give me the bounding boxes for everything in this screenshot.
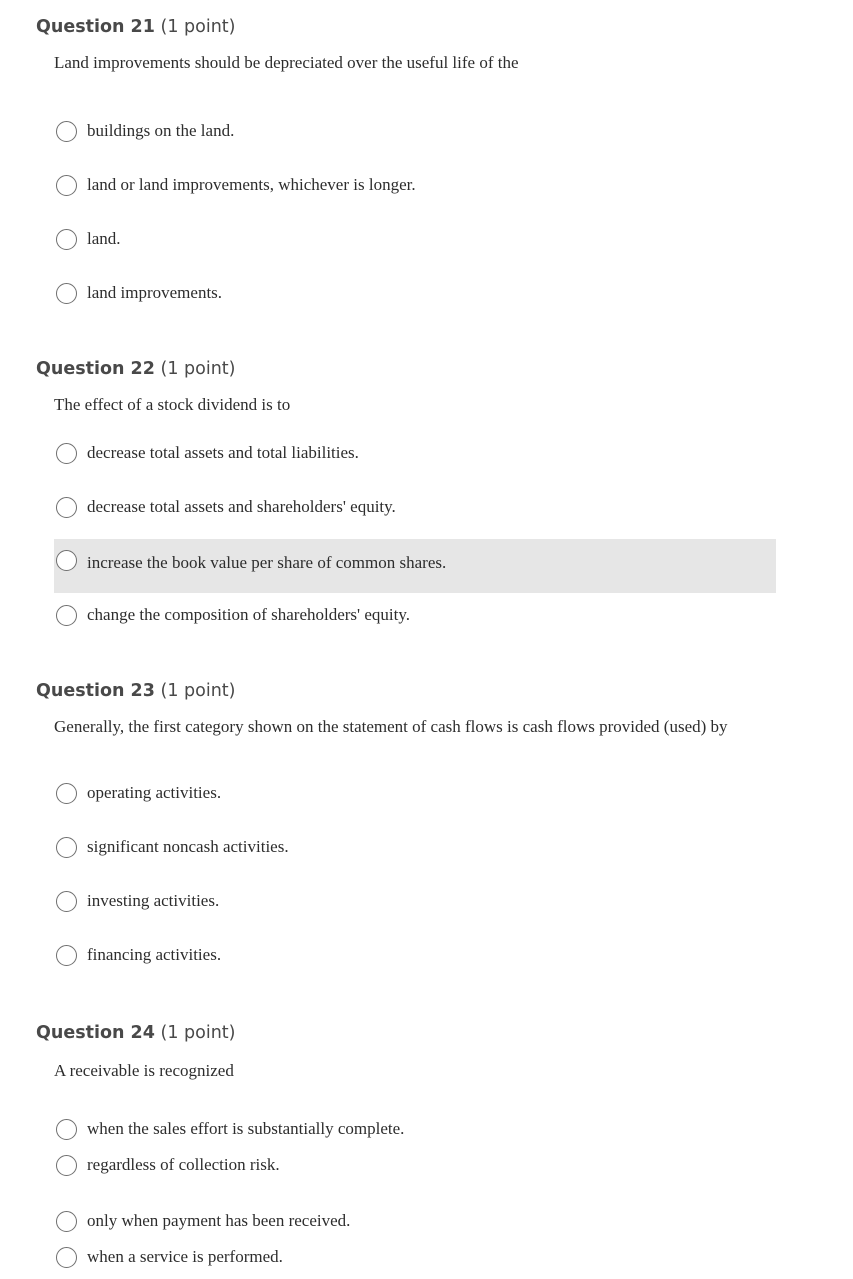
radio-button-icon[interactable] xyxy=(56,283,77,304)
option-label: significant noncash activities. xyxy=(87,837,289,856)
radio-button-icon[interactable] xyxy=(56,443,77,464)
option-label: investing activities. xyxy=(87,891,220,910)
option-label: increase the book value per share of common shares. xyxy=(87,553,447,572)
q23-option-3[interactable] xyxy=(54,876,776,930)
radio-button-icon[interactable] xyxy=(56,1211,77,1232)
q24-option-3[interactable] xyxy=(54,1196,776,1232)
radio-button-icon[interactable] xyxy=(56,1119,77,1140)
q21-option-4[interactable] xyxy=(54,268,776,322)
q22-option-4[interactable] xyxy=(54,590,776,644)
radio-button-icon[interactable] xyxy=(56,1247,77,1268)
option-label: financing activities. xyxy=(87,945,222,964)
q23-option-2[interactable] xyxy=(54,822,776,876)
q23-option-4[interactable] xyxy=(54,930,776,984)
question-23-title xyxy=(36,681,235,701)
option-label: land improvements. xyxy=(87,283,223,302)
question-24-title xyxy=(36,1023,235,1043)
radio-button-icon[interactable] xyxy=(56,1155,77,1176)
option-label: change the composition of shareholders' equity. xyxy=(87,605,410,624)
q24-option-2[interactable] xyxy=(54,1140,776,1180)
question-points: (1 point) xyxy=(160,681,236,701)
radio-button-icon[interactable] xyxy=(56,945,77,966)
option-label: regardless of collection risk. xyxy=(87,1155,280,1174)
question-number: Question 22 xyxy=(36,359,155,379)
question-21-prompt: Land improvements should be depreciated over the useful life of the xyxy=(54,53,519,72)
q22-option-2[interactable] xyxy=(54,482,776,536)
q21-option-2[interactable] xyxy=(54,160,776,214)
option-label: buildings on the land. xyxy=(87,121,235,140)
option-label: only when payment has been received. xyxy=(87,1211,351,1230)
q22-option-3[interactable] xyxy=(54,539,776,593)
option-label: when the sales effort is substantially complete. xyxy=(87,1119,405,1138)
option-label: land. xyxy=(87,229,121,248)
question-points: (1 point) xyxy=(160,17,236,37)
q22-option-1[interactable] xyxy=(54,428,776,482)
option-label: land or land improvements, whichever is longer. xyxy=(87,175,416,194)
question-number: Question 23 xyxy=(36,681,155,701)
q23-option-1[interactable] xyxy=(54,768,776,822)
radio-button-icon[interactable] xyxy=(56,837,77,858)
question-points: (1 point) xyxy=(160,359,236,379)
option-label: operating activities. xyxy=(87,783,222,802)
radio-button-icon[interactable] xyxy=(56,550,77,571)
radio-button-icon[interactable] xyxy=(56,783,77,804)
question-24-prompt: A receivable is recognized xyxy=(54,1061,234,1080)
question-points: (1 point) xyxy=(160,1023,236,1043)
option-label: when a service is performed. xyxy=(87,1247,283,1266)
radio-button-icon[interactable] xyxy=(56,175,77,196)
option-label: decrease total assets and total liabilities. xyxy=(87,443,359,462)
radio-button-icon[interactable] xyxy=(56,121,77,142)
question-number: Question 24 xyxy=(36,1023,155,1043)
question-number: Question 21 xyxy=(36,17,155,37)
question-22-prompt: The effect of a stock dividend is to xyxy=(54,395,291,414)
option-label: decrease total assets and shareholders' equity. xyxy=(87,497,396,516)
radio-button-icon[interactable] xyxy=(56,497,77,518)
radio-button-icon[interactable] xyxy=(56,229,77,250)
radio-button-icon[interactable] xyxy=(56,605,77,626)
q21-option-1[interactable] xyxy=(54,106,776,160)
question-22-title xyxy=(36,359,235,379)
radio-button-icon[interactable] xyxy=(56,891,77,912)
q24-option-1[interactable] xyxy=(54,1104,776,1140)
q21-option-3[interactable] xyxy=(54,214,776,268)
question-21-title xyxy=(36,17,235,37)
q24-option-4[interactable] xyxy=(54,1232,776,1272)
question-23-prompt: Generally, the first category shown on the statement of cash flows is cash flows provided (used) by xyxy=(54,717,728,736)
